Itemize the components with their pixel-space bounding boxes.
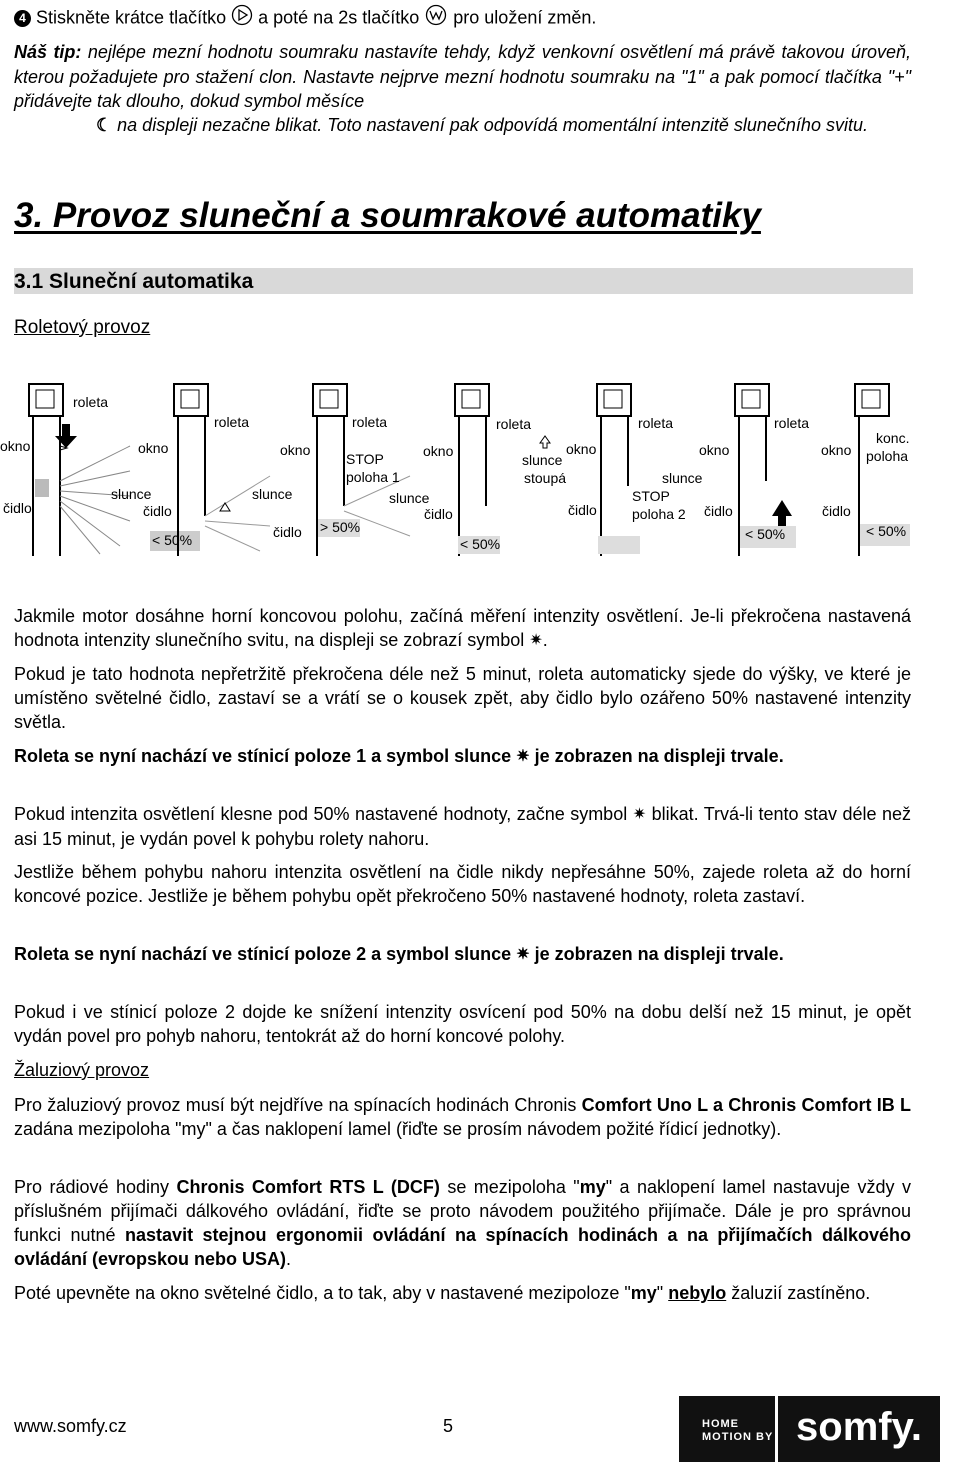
- roller-heading: Roletový provoz: [14, 317, 151, 338]
- subsection-title: 3.1 Sluneční automatika: [14, 270, 254, 293]
- diagram-panel-5: [566, 384, 703, 556]
- label-okno-3: okno: [280, 442, 311, 458]
- label-okno-4: okno: [423, 443, 454, 459]
- label-cidlo-5: čidlo: [568, 502, 597, 518]
- sun-icon: ✷: [516, 748, 530, 766]
- b1-text-b: Comfort Uno L a Chronis Comfort IB L: [581, 1095, 911, 1115]
- diagram-panel-7: [821, 384, 910, 556]
- blind-paragraph-3: [14, 1281, 911, 1305]
- p4-text-a: Pokud intenzita osvětlení klesne pod 50% nastavené hodnoty, začne symbol: [14, 804, 628, 824]
- label-roleta-5: roleta: [638, 415, 674, 431]
- moon-icon: ☾: [96, 115, 113, 135]
- p6-text-b: je zobrazen na displeji trvale.: [534, 944, 784, 964]
- label-poloha: poloha: [866, 448, 909, 464]
- p1-text: Jakmile motor dosáhne horní koncovou polohu, začíná měření intenzity osvětlení. Je-li překročena nastavená hodnota intenzity slunečního svitu, na displeji se zobrazí symbol: [14, 606, 911, 650]
- paragraph-1: Jakmile motor dosáhne horní koncovou polohu, začíná měření intenzity osvětlení. Je-li překročena nastavená hodnota intenzity slunečního svitu, na displeji se zobrazí symbol ✷.: [14, 604, 911, 653]
- p3-text-a: Roleta se nyní nachází ve stínicí poloze 1 a symbol slunce: [14, 746, 512, 766]
- label-lt50-1: < 50%: [152, 532, 193, 548]
- b2-text-g: .: [286, 1249, 292, 1269]
- label-konc: konc.: [876, 430, 910, 446]
- somfy-logo: somfy.: [778, 1396, 940, 1462]
- step-text-3: pro uložení změn.: [453, 7, 597, 28]
- blind-paragraph-2: [14, 1175, 911, 1271]
- play-button-icon: [231, 4, 253, 33]
- tip-text: [14, 40, 911, 114]
- arrow-up-outline-icon: [540, 436, 550, 448]
- label-slunce-3: slunce: [389, 490, 430, 506]
- b3-text-d: nebylo: [668, 1283, 727, 1303]
- step-number-badge: 4: [14, 10, 31, 27]
- label-roleta-1: roleta: [73, 394, 109, 410]
- label-okno-1: okno: [0, 438, 31, 454]
- label-lt50-4: < 50%: [460, 536, 501, 552]
- logo-home-line2: MOTION BY: [702, 1431, 774, 1443]
- paragraph-6: [14, 942, 911, 967]
- b2-text-b: Chronis Comfort RTS L (DCF): [176, 1177, 440, 1197]
- label-poloha1: poloha 1: [346, 469, 400, 485]
- save-button-icon: [424, 4, 448, 33]
- b2-text-a: Pro rádiové hodiny: [14, 1177, 169, 1197]
- p3-text-b: je zobrazen na displeji trvale.: [534, 746, 784, 766]
- tip-text-part1: nejlépe mezní hodnotu soumraku nastavíte tehdy, když venkovní osvětlení má právě takovou úroveň, kterou požadujete pro stažení clon. Nastavte nejprve mezní hodnotu soumraku na "1" a pak pomocí tlačítka "+" přidávejte tak dlouho, dokud symbol měsíce: [14, 42, 911, 111]
- label-slunce-2: slunce: [252, 486, 293, 502]
- label-okno-7: okno: [821, 442, 852, 458]
- p4-text-b: blikat. Trvá-li tento stav déle než asi 15 minut, je vydán povel k pohybu rolety nahoru.: [14, 804, 911, 850]
- logo-home-line1: HOME: [702, 1418, 739, 1430]
- label-cidlo-2: čidlo: [143, 503, 172, 519]
- tip-text-part2: na displeji nezačne blikat. Toto nastavení pak odpovídá momentální intenzitě slunečního svitu.: [117, 115, 868, 135]
- home-motion-logo: [679, 1396, 775, 1462]
- roller-diagram: [0, 376, 960, 562]
- diagram-panel-2: [138, 384, 293, 556]
- label-slunce-5: slunce: [662, 470, 703, 486]
- label-poloha2: poloha 2: [632, 506, 686, 522]
- b3-text-a: Poté upevněte na okno světelné čidlo, a to tak, aby v nastavené mezipoloze ": [14, 1283, 631, 1303]
- label-slunce-4: slunce: [522, 452, 563, 468]
- diagram-panel-6: [699, 384, 809, 556]
- tip-text-cont: [96, 113, 911, 138]
- label-cidlo-6: čidlo: [704, 503, 733, 519]
- label-stoupa-4: stoupá: [524, 470, 567, 486]
- b3-text-e: žaluzií zastíněno.: [731, 1283, 871, 1303]
- label-slunce-1: slunce: [111, 486, 152, 502]
- blind-heading: Žaluziový provoz: [14, 1060, 150, 1080]
- diagram-panel-1: [0, 384, 200, 556]
- label-lt50-6: < 50%: [745, 526, 786, 542]
- b2-text-e: " a naklopení lamel nastavuje vždy v příslušném přijímači dálkového ovládání, řiďte se proto návodem použitého přijímače. Dále je pro správnou funkci nutné: [14, 1177, 911, 1245]
- label-roleta-4: roleta: [496, 416, 532, 432]
- label-cidlo-1: čidlo: [3, 500, 32, 516]
- b3-text-b: my: [630, 1283, 657, 1303]
- label-okno-2: okno: [138, 440, 169, 456]
- label-roleta-2: roleta: [214, 414, 250, 430]
- label-stop-3: STOP: [346, 451, 384, 467]
- label-cidlo-3: čidlo: [273, 524, 302, 540]
- label-roleta-3: roleta: [352, 414, 388, 430]
- paragraph-5: Jestliže během pohybu nahoru intenzita osvětlení na čidle nikdy nepřesáhne 50%, zajede roleta až do horní koncové pozice. Jestliže je během pohybu opět překročeno 50% nastavené hodnoty, roleta zastaví.: [14, 862, 911, 906]
- b2-text-d: my: [579, 1177, 606, 1197]
- page-number: 5: [443, 1416, 454, 1436]
- label-gt50-3: > 50%: [320, 519, 361, 535]
- diagram-panel-4: [423, 384, 566, 556]
- b1-text-a: Pro žaluziový provoz musí být nejdříve na spínacích hodinách Chronis: [14, 1095, 577, 1115]
- paragraph-7: Pokud i ve stínicí poloze 2 dojde ke snížení intenzity osvícení pod 50% na dobu delší než 15 minut, je opět vydán povel pro pohyb nahoru, tentokrát až do horní koncové polohy.: [14, 1002, 911, 1046]
- label-lt50-7: < 50%: [866, 523, 907, 539]
- paragraph-3: [14, 744, 911, 769]
- tip-label-inline: Náš tip:: [14, 42, 88, 62]
- label-roleta-6: roleta: [774, 415, 810, 431]
- b1-text-c: zadána mezipoloha "my" a čas naklopení lamel (řiďte se prosím návodem požité řídicí jednotky).: [14, 1119, 782, 1139]
- step-text-1: Stiskněte krátce tlačítko: [36, 7, 227, 28]
- b2-text-c: se mezipoloha ": [447, 1177, 580, 1197]
- footer-url[interactable]: www.somfy.cz: [14, 1416, 127, 1436]
- step-text-2: a poté na 2s tlačítko: [258, 7, 420, 28]
- label-okno-6: okno: [699, 442, 730, 458]
- paragraph-4: [14, 802, 911, 851]
- intro-step: [14, 4, 596, 33]
- b3-text-c: ": [656, 1283, 664, 1303]
- section-title: 3. Provoz sluneční a soumrakové automatiky: [14, 196, 761, 235]
- arrow-down-icon: [55, 424, 77, 448]
- label-stop-5: STOP: [632, 488, 670, 504]
- p6-text-a: Roleta se nyní nachází ve stínicí poloze 2 a symbol slunce: [14, 944, 512, 964]
- b2-text-f: nastavit stejnou ergonomii ovládání na spínacích hodinách a na přijímačích dálkového ovládání (evropskou nebo USA): [14, 1225, 911, 1269]
- arrow-up-icon: [772, 500, 792, 526]
- sun-icon: ✷: [632, 806, 647, 824]
- sun-icon: ✷: [516, 946, 530, 964]
- label-cidlo-7: čidlo: [822, 503, 851, 519]
- diagram-panel-3: [273, 384, 430, 556]
- blind-paragraph-1: [14, 1093, 911, 1141]
- label-cidlo-4: čidlo: [424, 506, 453, 522]
- sun-icon: ✷: [529, 632, 543, 650]
- paragraph-2: Pokud je tato hodnota nepřetržitě překročena déle než 5 minut, roleta automaticky sjede do výšky, ve které je umístěno světelné čidlo, zastaví se a vrátí se o kousek zpět, aby čidlo bylo ozářeno 50% nastavené intenzity světla.: [14, 664, 911, 732]
- label-okno-5: okno: [566, 441, 597, 457]
